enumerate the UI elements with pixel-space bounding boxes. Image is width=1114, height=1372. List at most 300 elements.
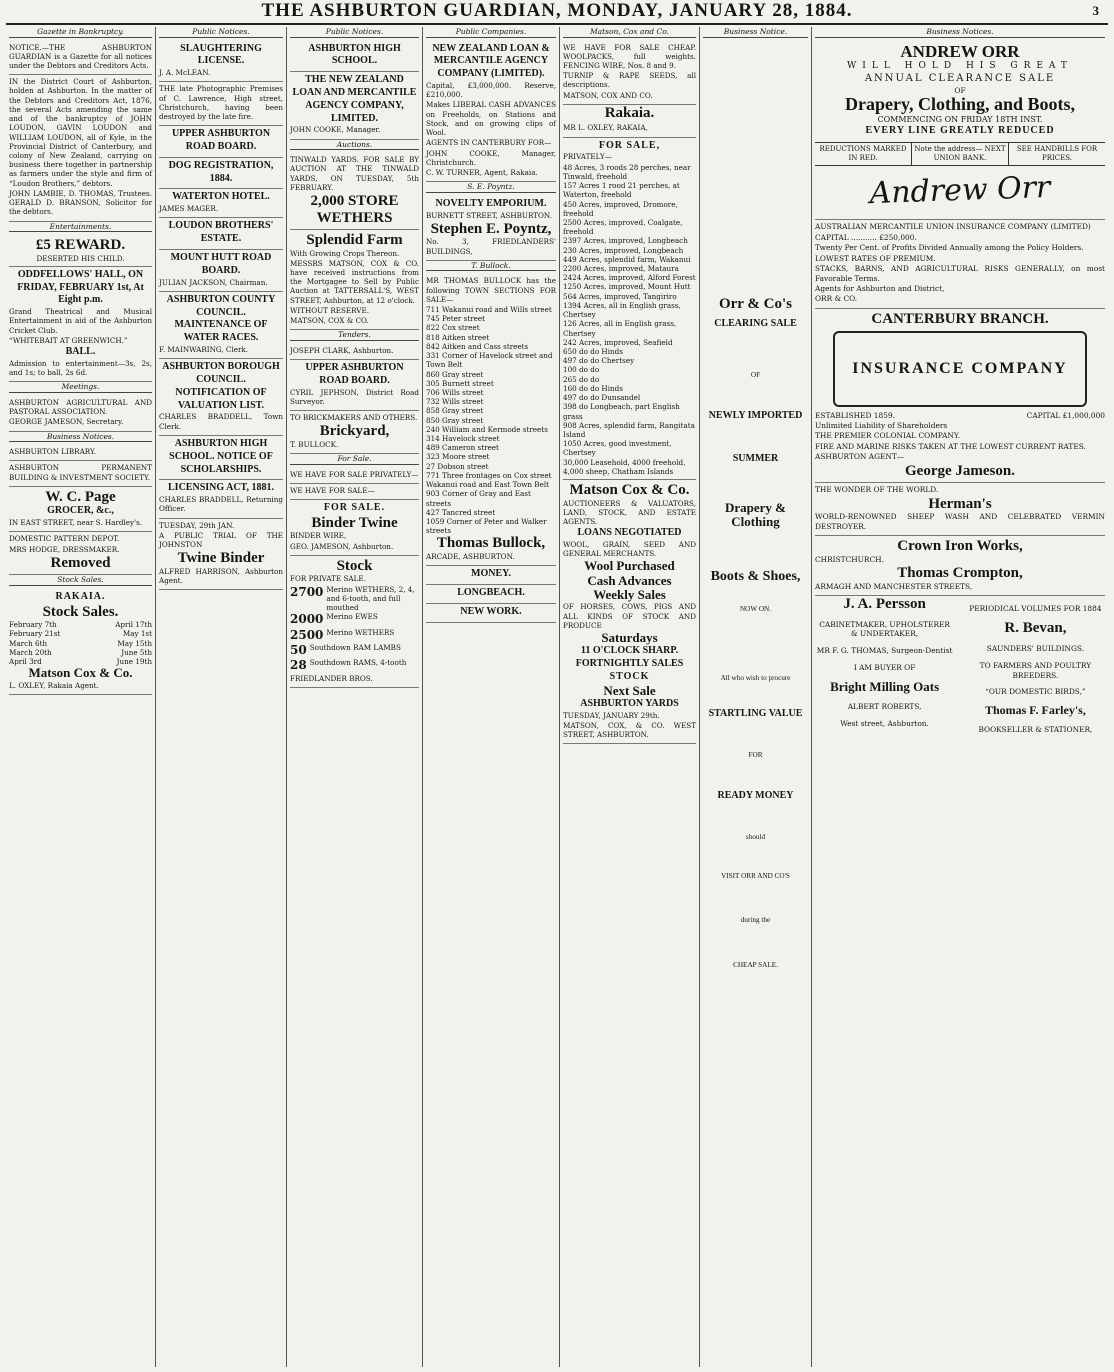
section-item: 860 Gray street (426, 369, 484, 379)
oddfellows-ad (9, 267, 152, 383)
road-tenders-ad (290, 360, 419, 411)
cheap-sale: CHEAP SALE. (733, 960, 778, 969)
acre-item: 2424 Acres, improved, Alford Forest (563, 273, 696, 283)
column-7 (812, 27, 1108, 1367)
lot-count: 2000 (290, 612, 324, 627)
column-4 (423, 27, 560, 1367)
brickyard-title: Brickyard, (319, 423, 390, 440)
section-header: Entertainments. (9, 222, 152, 233)
pastoral-signature: GEORGE JAMESON, Secretary. (9, 417, 124, 427)
weekly-sales-subtitle: OF HORSES, COWS, PIGS AND ALL KINDS OF STOCK AND PRODUCE (563, 602, 696, 630)
wethers-heading: WE HAVE FOR SALE PRIVATELY— (290, 469, 419, 479)
reaper-heading: WE HAVE FOR SALE— (290, 485, 375, 495)
page-grocer-title: W. C. Page (45, 488, 116, 505)
clark-signature: JOSEPH CLARK, Ashburton. (290, 345, 394, 355)
ashburton-yards: ASHBURTON YARDS (580, 698, 679, 709)
concert-text: Grand Theatrical and Musical Entertainment in aid of the Ashburton Cricket Club. (9, 307, 152, 335)
fencing-text: WE HAVE FOR SALE CHEAP. WOOLPACKS, full weights. FENCING WIRE, Nos. 8 and 9. (563, 42, 696, 71)
photo-text: THE late Photographic Premises of C. Lawrence, High street, Christchurch, having been destroyed by the late fire. (159, 84, 283, 122)
amuia-bonus: Twenty Per Cent. of Profits Divided Annually among the Policy Holders. (815, 243, 1084, 253)
left-bottom (815, 596, 954, 742)
fire-text: FIRE AND MARINE RISKS TAKEN AT THE LOWEST CURRENT RATES. (815, 441, 1086, 451)
crompton-address: ARMAGH AND MANCHESTER STREETS, (815, 581, 973, 591)
jameson-title: George Jameson. (905, 462, 1015, 479)
new-work-heading: NEW WORK. (460, 605, 522, 617)
premier-text: THE PREMIER COLONIAL COMPANY. (815, 431, 961, 441)
scholarship-heading: ASHBURTON HIGH SCHOOL. NOTICE OF SCHOLARSHIPS. (169, 437, 273, 475)
valuation-ad (159, 359, 283, 436)
stock-lot (290, 612, 419, 627)
sections-intro: MR THOMAS BULLOCK has the following TOWN SECTIONS FOR SALE— (426, 276, 556, 304)
acre-item: 564 Acres, improved, Tangiriro (563, 291, 677, 301)
sale-dates (9, 620, 152, 666)
bottom-ads (815, 596, 1105, 742)
farmers-heading: TO FARMERS AND POULTRY BREEDERS. (979, 661, 1092, 680)
stock-lot (290, 643, 419, 658)
andrew-orr-ad (815, 41, 1105, 221)
acre-item: 100 do do (563, 365, 600, 375)
jephson-signature: CYRIL JEPHSON, District Road Surveyor. (290, 387, 419, 406)
mount-hutt-ad (159, 250, 283, 292)
during-the: during the (740, 916, 771, 925)
section-item: 903 Corner of Gray and East streets (426, 489, 531, 508)
mercantile-heading: THE NEW ZEALAND LOAN AND MERCANTILE AGENCY COMPANY, LIMITED. (292, 74, 417, 124)
slaughter-ad (159, 41, 283, 83)
crown-city: CHRISTCHURCH. (815, 554, 884, 564)
persson-title: J. A. Persson (843, 596, 926, 613)
column-5 (560, 27, 700, 1367)
stock-title: Stock (336, 557, 373, 574)
column-header: Public Notices. (290, 27, 419, 38)
column-header: Business Notices. (815, 27, 1105, 38)
bullock-signature: T. BULLOCK. (290, 439, 339, 449)
persson-subtitle: CABINETMAKER, UPHOLSTERER & UNDERTAKER, (819, 620, 950, 639)
privately-text: PRIVATELY— (563, 152, 612, 162)
road-tenders-heading: UPPER ASHBURTON ROAD BOARD. (305, 362, 404, 386)
acre-item: 265 do do (563, 374, 600, 384)
oxley-heading: MR L. OXLEY, RAKAIA, (563, 123, 648, 133)
column-6 (700, 27, 812, 1367)
sale-date-row (9, 648, 152, 657)
acre-item: 48 Acres, 3 roods 28 perches, near Tinwald, freehold (563, 162, 691, 181)
column-2 (156, 27, 287, 1367)
boots-shoes: Boots & Shoes, (710, 569, 801, 585)
acre-item: 126 Acres, all in English grass, Chertsey (563, 319, 677, 338)
section-item: 732 Wills street (426, 397, 484, 407)
loans-heading: LOANS NEGOTIATED (577, 527, 682, 539)
acre-item: 1050 Acres, good investment, Chertsey (563, 439, 672, 458)
crown-title: Crown Iron Works, (897, 538, 1023, 555)
sale-date: February 7th (9, 620, 57, 630)
stock-sales-title: Stock Sales. (42, 603, 119, 620)
acre-item: 497 do do Chertsey (563, 356, 635, 366)
hermans-ad (815, 483, 1105, 536)
wonder-text: THE WONDER OF THE WORLD. (815, 485, 939, 495)
thomas-bullock-title: Thomas Bullock, (436, 535, 546, 552)
visit-orr: VISIT ORR AND CO'S (721, 872, 790, 881)
pastoral-heading: ASHBURTON AGRICULTURAL AND PASTORAL ASSOCIATION. (9, 397, 152, 417)
sale-date: May 1st (122, 629, 152, 639)
for-word: FOR (748, 750, 763, 759)
section-item: 745 Peter street (426, 314, 486, 324)
novelty-heading: NOVELTY EMPORIUM. (435, 197, 547, 209)
splendid-farm-ad (290, 230, 419, 330)
stock-lot (290, 628, 419, 643)
licensing-heading: LICENSING ACT, 1881. (168, 482, 274, 494)
sale-date: April 3rd (9, 657, 42, 667)
amuia-ad (815, 220, 1105, 309)
nz-loan-heading: NEW ZEALAND LOAN & MERCANTILE AGENCY COMPANY (LIMITED). (432, 42, 550, 80)
rakaia-title: Rakaia. (604, 104, 655, 121)
slaughter-signature: J. A. McLEAN. (159, 68, 211, 78)
water-races-heading: ASHBURTON COUNTY COUNCIL. MAINTENANCE OF WATER RACES. (166, 293, 276, 344)
section-item: 314 Havelock street (426, 434, 500, 444)
cooke-signature: JOHN COOKE, Manager. (290, 125, 381, 135)
stock-lots (290, 585, 419, 674)
novelty-address: BURNETT STREET, ASHBURTON. (426, 210, 553, 220)
building-society-ad (9, 461, 152, 486)
acre-item: 449 Acres, splendid farm, Wakanui (563, 254, 691, 264)
roberts-address: West street, Ashburton. (840, 718, 929, 728)
ash-agent: ASHBURTON AGENT— (815, 452, 905, 462)
insurance-seal (833, 331, 1087, 407)
acre-item: 398 do Longbeach, part English grass (563, 402, 680, 421)
acre-item: 497 do do Dunsandel (563, 393, 641, 403)
money-heading: MONEY. (471, 568, 511, 580)
sale-date: March 20th (9, 647, 52, 657)
section-item: 842 Aitken and Cass streets (426, 341, 529, 351)
of-word: OF (954, 85, 966, 95)
high-school-heading: ASHBURTON HIGH SCHOOL. (308, 42, 401, 67)
fencing-ad (563, 41, 696, 105)
town-sections-ad (426, 274, 556, 566)
hermans-title: Herman's (928, 495, 992, 512)
section-item: 771 Three frontages on Cox street Wakanui road and East Town Belt (426, 470, 552, 490)
dog-heading: DOG REGISTRATION, 1884. (168, 159, 274, 184)
column-3 (287, 27, 423, 1367)
crompton-title: Thomas Crompton, (897, 565, 1023, 582)
clearing-sale: CLEARING SALE (714, 318, 797, 330)
pastoral-ad (9, 396, 152, 432)
section-item: 489 Cameron street (426, 443, 499, 453)
masthead (0, 0, 1114, 22)
bankruptcy-text: IN the District Court of Ashburton, holden at Ashburton. In the matter of the Debtors and Creditors Act, 1876, the several Acts amending the same and of the bankruptcy of JOHN LOUDON, GAVIN LOUDON and WILLIAM LOUDON, all of Kyle, in the Provincial District of Canterbury, and colony of New Zealand, carrying on business there together in partnership as farmers under the style and firm of “Loudon Brothers,” debtors. (9, 77, 152, 188)
poyntz-title: Stephen E. Poyntz, (430, 220, 552, 237)
bevan-subtitle: SAUNDERS' BUILDINGS. (986, 644, 1085, 654)
section-item: 850 Gray street (426, 415, 484, 425)
section-item: 305 Burnett street (426, 378, 494, 388)
nz-loan-ad (426, 41, 556, 183)
admission-text: Admission to entertainment—3s, 2s, and 1s; to ball, 2s 6d. (9, 358, 152, 378)
twine-binder-ad (159, 519, 283, 591)
all-who-wish: All who wish to procure (720, 673, 791, 682)
reductions-box: REDUCTIONS MARKED IN RED. (815, 143, 912, 165)
section-header: For Sale. (290, 454, 419, 465)
drapery-title: Drapery, Clothing, and Boots, (844, 94, 1076, 115)
section-header: Auctions. (290, 140, 419, 151)
sale-date: June 19th (116, 657, 152, 667)
grocer-address: IN EAST STREET, near S. Hardley's. (9, 518, 143, 528)
section-item: 1059 Corner of Peter and Walker streets (426, 517, 547, 536)
fencing-signature: MATSON, COX AND CO. (563, 90, 653, 100)
oclock-text: 11 O'CLOCK SHARP. (580, 645, 679, 657)
bevan-title: R. Bevan, (1004, 620, 1067, 637)
oxley-ad (563, 121, 696, 137)
buyer-heading: I AM BUYER OF (853, 663, 916, 673)
info-boxes (815, 142, 1105, 166)
amuia-heading: AUSTRALIAN MERCANTILE UNION INSURANCE COMPANY (LIMITED) (815, 222, 1091, 232)
startling-value: STARTLING VALUE (708, 708, 803, 720)
section-header: Stock Sales. (9, 575, 152, 586)
rakaia-stock-ad (9, 589, 152, 695)
farley-title: Thomas F. Farley's, (984, 703, 1086, 718)
section-item: 711 Wakanui road and Wills street (426, 304, 552, 314)
farce-title: “WHITEBAIT AT GREENWICH.” (9, 335, 128, 345)
canterbury-branch-ad (815, 309, 1105, 483)
domestic-birds: “OUR DOMESTIC BIRDS,” (985, 687, 1086, 697)
splendid-farm-title: Splendid Farm (306, 232, 403, 249)
right-bottom (966, 596, 1105, 742)
tattersall-text: MESSRS MATSON, COX & CO. have received instructions from the Mortgagee to Sell by Public Auction at TATTERSALL'S, WEST STREET, Ashburton, at 12 o'clock. (290, 258, 419, 305)
scholarship-ad (159, 436, 283, 480)
matson-cox-title: Matson Cox & Co. (569, 482, 690, 499)
gazette-notice (9, 41, 152, 76)
rakaia-heading: RAKAIA. (55, 590, 106, 602)
roberts-name: ALBERT ROBERTS, (847, 701, 922, 711)
stock-lot (290, 658, 419, 673)
unlimited-liability: Unlimited Liability of Shareholders (815, 420, 948, 430)
lot-count: 2500 (290, 627, 324, 642)
dog-registration-ad (159, 158, 283, 190)
masthead-rule (6, 23, 1108, 25)
section-item: 27 Dobson street (426, 461, 489, 471)
photo-ad (159, 82, 283, 126)
seal-text: INSURANCE COMPANY (852, 360, 1068, 378)
section-header: T. Bullock. (426, 261, 556, 272)
cooke-signature: JOHN COOKE, Manager, Christchurch. (426, 148, 556, 167)
amuia-orr: ORR & CO. (815, 294, 858, 304)
section-item: 427 Tancred street (426, 507, 496, 517)
section-item: 818 Aitken street (426, 332, 490, 342)
sale-date-row (9, 620, 152, 629)
lot-desc: Merino WETHERS, 2, 4, and 6-tooth, and full mouthed (326, 584, 415, 613)
acre-item: 1394 Acres, all in English grass, Chertsey (563, 300, 681, 320)
wool-grain-text: WOOL, GRAIN, SEED AND GENERAL MERCHANTS. (563, 540, 696, 559)
acre-item: 230 Acres, improved, Longbeach (563, 245, 684, 255)
farley-subtitle: BOOKSELLER & STATIONER, (978, 724, 1093, 734)
sale-date: February 21st (9, 629, 61, 639)
capital-million: CAPITAL £1,000,000 (1026, 411, 1105, 421)
section-item: 323 Moore street (426, 452, 490, 462)
reward-ad (9, 235, 152, 267)
commencing-text: COMMENCING ON FRIDAY 18TH INST. (877, 114, 1043, 124)
hermans-subtitle: WORLD-RENOWNED SHEEP WASH AND CELEBRATED VERMIN DESTROYER. (815, 512, 1105, 531)
trial-date: TUESDAY, 29th JAN. (159, 520, 235, 530)
tenders-ad (290, 344, 419, 360)
loudon-heading: LOUDON BROTHERS' ESTATE. (168, 220, 274, 245)
matson-title: Matson Cox & Co. (28, 665, 133, 681)
reward-title: £5 REWARD. (35, 237, 126, 254)
fortnightly-heading: FORTNIGHTLY SALES (575, 658, 684, 670)
valuation-signature: CHARLES BRADDELL, Town Clerk. (159, 412, 283, 431)
turner-signature: C. W. TURNER, Agent, Rakaia. (426, 167, 538, 177)
lot-desc: Merino EWES (326, 612, 378, 622)
column-header: Public Notices. (159, 27, 283, 38)
wethers-sale-ad (290, 468, 419, 484)
binder-twine-ad (290, 500, 419, 556)
turnip-text: TURNIP & RAPE SEEDS, all descriptions. (563, 71, 696, 90)
auctioneers-text: AUCTIONEERS & VALUATORS, LAND, STOCK, AND ESTATE AGENTS. (563, 498, 696, 527)
matson-signature: MATSON, COX & CO. (290, 316, 369, 326)
dressmaker-ad (9, 532, 152, 575)
bankruptcy-notice (9, 75, 152, 221)
acre-item: 2397 Acres, improved, Longbeach (563, 236, 688, 246)
andrew-orr-title: ANDREW ORR (900, 41, 1020, 61)
stock-lot (290, 585, 419, 613)
water-races-signature: F. MAINWARING, Clerk. (159, 345, 249, 355)
next-sale-title: Next Sale (603, 682, 656, 698)
lot-desc: Southdown RAM LAMBS (309, 642, 401, 652)
sale-date: April 17th (115, 620, 152, 630)
valuation-heading: ASHBURTON BOROUGH COUNCIL. NOTIFICATION OF VALUATION LIST. (162, 361, 280, 411)
road-board-heading: UPPER ASHBURTON ROAD BOARD. (171, 128, 271, 153)
dressmaker-heading: DOMESTIC PATTERN DEPOT. (9, 534, 120, 544)
every-line: EVERY LINE GREATLY REDUCED (865, 125, 1055, 137)
acre-item: 450 Acres, improved, Dromore, freehold (563, 199, 678, 218)
high-school-ad (290, 41, 419, 73)
column-header: Public Companies. (426, 27, 556, 38)
established: ESTABLISHED 1859. (815, 411, 895, 421)
binder-wire-text: BINDER WIRE, (290, 531, 347, 541)
waterton-hotel-ad (159, 189, 283, 218)
tinwald-text: TINWALD YARDS. FOR SALE BY AUCTION AT THE TINWALD YARDS, ON TUESDAY, 5th FEBRUARY. (290, 155, 419, 192)
of-word: OF (750, 370, 761, 379)
matson-cox-ad (563, 480, 696, 744)
bankruptcy-signature: JOHN LAMBIE, D. THOMAS, Trustees. GERALD D. BRANSON, Solicitor for the debtors. (9, 188, 152, 217)
land-sale-ad (563, 138, 696, 480)
andrew-orr-signature: Andrew Orr (869, 169, 1051, 211)
poyntz-address: No. 3, FRIEDLANDERS' BUILDINGS, (426, 237, 556, 256)
sale-date-row (9, 639, 152, 648)
nz-loan-capital: Capital, £3,000,000. Reserve, £210,000. (426, 80, 556, 100)
sections-list (426, 305, 556, 535)
binder-sale-heading: FOR SALE. (323, 502, 386, 514)
canterbury-title: CANTERBURY BRANCH. (871, 310, 1049, 327)
nz-loan-advances: Makes LIBERAL CASH ADVANCES on Freeholds, on Stations and Stock, and on growing clips of Wool. (426, 100, 556, 138)
water-races-ad (159, 292, 283, 359)
section-header: S. E. Poyntz. (426, 182, 556, 193)
grocer-label: GROCER, &c., (47, 505, 114, 517)
bullock-address: ARCADE, ASHBURTON. (426, 551, 515, 561)
loudon-estate-ad (159, 218, 283, 250)
oxley-agent: L. OXLEY, Rakaia Agent. (9, 680, 99, 690)
trial-heading: A PUBLIC TRIAL OF THE JOHNSTON (159, 530, 283, 549)
dressmaker-name: MRS HODGE, DRESSMAKER. (9, 544, 120, 554)
section-item: 822 Cox street (426, 323, 480, 333)
lot-count: 2700 (290, 584, 324, 599)
should-word: should (745, 832, 766, 841)
library-heading: ASHBURTON LIBRARY. (9, 447, 97, 457)
seal-footer (815, 411, 1105, 420)
longbeach-heading: LONGBEACH. (457, 586, 525, 598)
nz-loan-agents: AGENTS IN CANTERBURY FOR— (426, 138, 552, 148)
lot-desc: Merino WETHERS (326, 627, 395, 637)
section-header: Meetings. (9, 382, 152, 393)
column-header: Business Notice. (703, 27, 808, 38)
section-item: 858 Gray street (426, 406, 484, 416)
splendid-farm-subtitle: With Growing Crops Thereon. (290, 248, 400, 258)
acre-item: 908 Acres, splendid farm, Rangitata Island (563, 420, 695, 439)
reaper-ad (290, 484, 419, 500)
column-header: Gazette in Bankruptcy. (9, 27, 152, 38)
masthead-title: THE ASHBURTON GUARDIAN, MONDAY, JANUARY 28, 1884. (261, 0, 853, 21)
crown-iron-ad (815, 536, 1105, 596)
gazette-text: NOTICE.—THE ASHBURTON GUARDIAN is a Gazette for all notices under the Debtors and Creditors Acts. (9, 42, 152, 71)
amuia-lowest: LOWEST RATES OF PREMIUM. (815, 253, 936, 263)
wool-purchased-title: Wool Purchased (584, 558, 675, 574)
acre-item: 30,000 Leasehold, 4000 freehold, 4,000 sheep, Chatham Islands (563, 457, 686, 476)
licensing-signature: CHARLES BRADDELL, Returning Officer. (159, 495, 283, 514)
section-item: 240 William and Kermode streets (426, 424, 548, 434)
building-heading: ASHBURTON PERMANENT BUILDING & INVESTMENT SOCIETY. (9, 463, 152, 482)
ball-text: BALL. (65, 346, 96, 358)
cash-advances-title: Cash Advances (587, 572, 672, 588)
sale-date: May 15th (117, 638, 152, 648)
acre-item: 650 do do Hinds (563, 347, 623, 357)
licensing-ad (159, 480, 283, 518)
acre-item: 160 do do Hinds (563, 383, 623, 393)
mercantile-ad (290, 72, 419, 139)
column-header: Matson, Cox and Co. (563, 27, 696, 38)
address-box: Note the address— NEXT UNION BANK. (912, 143, 1009, 165)
slaughter-heading: SLAUGHTERING LICENSE. (180, 42, 262, 67)
acres-list (563, 163, 696, 476)
land-sale-heading: FOR SALE, (598, 139, 661, 151)
amuia-stacks: STACKS, BARNS, AND AGRICULTURAL RISKS GENERALLY, on most Favorable Terms. (815, 264, 1105, 283)
reward-subtitle: DESERTED HIS CHILD. (36, 253, 125, 263)
harrison-signature: ALFRED HARRISON, Ashburton Agent. (159, 566, 283, 585)
now-on: NOW ON. (739, 604, 771, 613)
binder-twine-title: Binder Twine (311, 514, 398, 531)
stock-subtitle: FOR PRIVATE SALE. (290, 574, 366, 584)
amuia-capital: CAPITAL ........... £250,000. (815, 232, 917, 242)
sale-date: March 6th (9, 638, 48, 648)
page-number: 3 (1092, 3, 1100, 18)
acre-item: 2200 Acres, improved, Mataura (563, 264, 679, 274)
orr-title: Orr & Co's (718, 295, 793, 312)
saturdays-title: Saturdays (601, 630, 658, 646)
section-header: Business Notices. (9, 432, 152, 443)
newly-imported: NEWLY IMPORTED (708, 410, 803, 422)
will-hold: WILL HOLD HIS GREAT (847, 61, 1073, 72)
thomas-dentist: MR F. G. THOMAS, Surgeon-Dentist (816, 646, 953, 656)
drapery-clothing: Drapery & Clothing (724, 499, 786, 529)
sale-date-row (9, 629, 152, 638)
amuia-agents: Agents for Ashburton and District, (815, 284, 945, 293)
lot-count: 28 (290, 658, 307, 673)
new-work-ad (426, 604, 556, 623)
acre-item: 2500 Acres, improved, Coalgate, freehold (563, 217, 683, 237)
reserve-text: WITHOUT RESERVE. (290, 305, 370, 315)
novelty-emporium-ad (426, 196, 556, 261)
acre-item: 157 Acres 1 rood 21 perches, at Waterton, freehold (563, 181, 680, 200)
brickmakers-heading: TO BRICKMAKERS AND OTHERS. (290, 413, 418, 423)
brickyard-ad (290, 411, 419, 454)
sale-date: June 5th (121, 647, 152, 657)
longbeach-ad (426, 585, 556, 604)
handbills-box: SEE HANDBILLS FOR PRICES. (1016, 144, 1098, 162)
road-board-ad (159, 126, 283, 158)
